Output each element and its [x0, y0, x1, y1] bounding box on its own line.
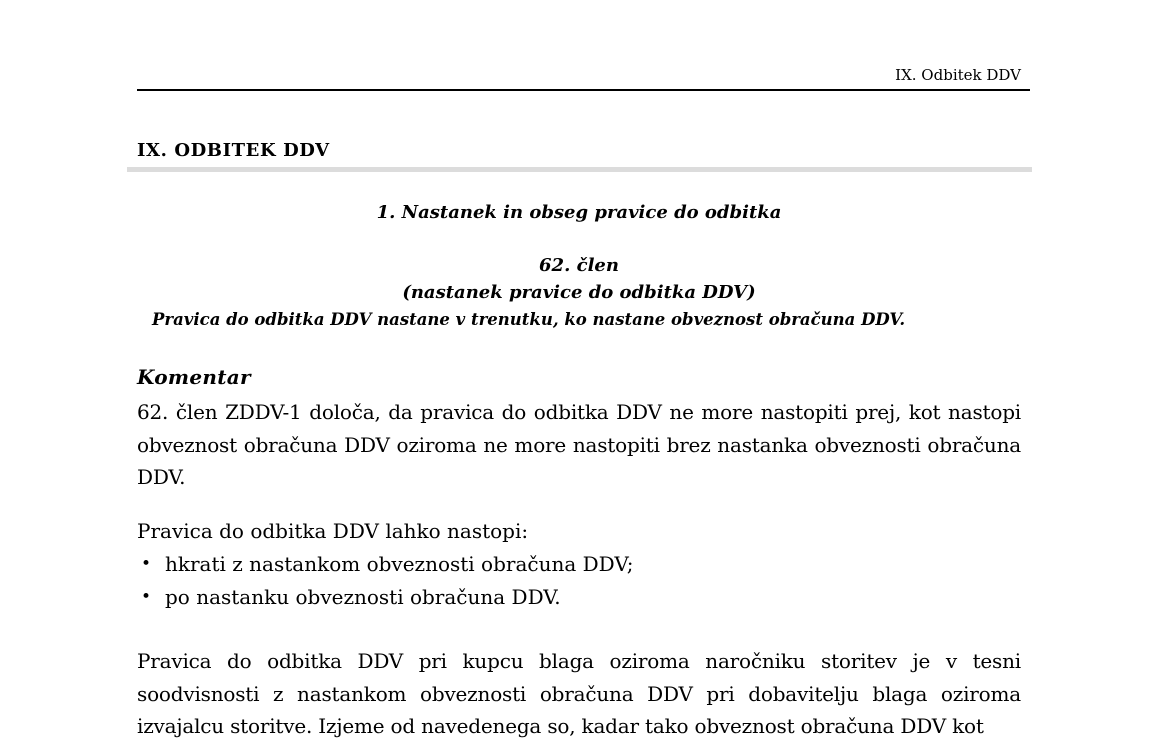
article-subtitle-heading: (nastanek pravice do odbitka DDV): [402, 282, 756, 303]
article-number-heading: 62. člen: [539, 255, 619, 276]
commentary-paragraph-2: Pravica do odbitka DDV pri kupcu blaga oziroma naročniku storitev je v tesni soodvisnosti z nastankom obveznosti obračuna DDV pri dobavitelju blaga oziroma izvajalcu storitve. Izjeme od navedenega so, kadar tako obveznost obračuna DDV kot: [137, 649, 1021, 738]
list-item-text: po nastanku obveznosti obračuna DDV.: [165, 585, 561, 609]
list-intro: Pravica do odbitka DDV lahko nastopi:: [137, 519, 529, 543]
running-header: IX. Odbitek DDV: [895, 66, 1021, 84]
commentary-label: Komentar: [137, 365, 251, 389]
bullet-list: [137, 548, 1021, 614]
section-title-rule: [127, 167, 1032, 172]
section-title: IX. ODBITEK DDV: [137, 140, 330, 161]
running-header-rule: [137, 89, 1030, 91]
list-item: [137, 548, 1021, 581]
commentary-paragraph-1: 62. člen ZDDV-1 določa, da pravica do odbitka DDV ne more nastopiti prej, kot nastopi obveznost obračuna DDV oziroma ne more nastopiti brez nastanka obveznosti obračuna DDV.: [137, 400, 1021, 489]
article-text: Pravica do odbitka DDV nastane v trenutku, ko nastane obveznost obračuna DDV.: [152, 310, 906, 329]
list-item: [137, 581, 1021, 614]
bullet-icon: •: [141, 554, 152, 574]
chapter-heading: 1. Nastanek in obseg pravice do odbitka: [376, 202, 782, 223]
list-item-text: hkrati z nastankom obveznosti obračuna DDV;: [165, 552, 634, 576]
bullet-icon: •: [141, 587, 152, 607]
